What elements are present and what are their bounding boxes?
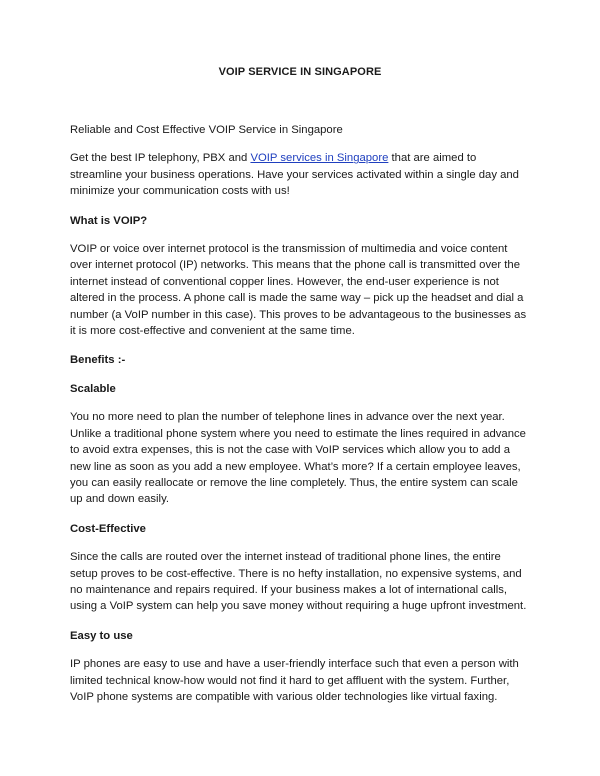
section-heading-scalable: Scalable <box>70 382 116 395</box>
what-is-voip-paragraph: VOIP or voice over internet protocol is the transmission of multimedia and voice content over internet protocol (IP) networks. This means that the phone call is transmitted over the internet instead of conventional copper lines. However, the end-user experience is not altered in the process. A phone call is made the same way – pick up the headset and dial a number (a VoIP number in this case). This proves to be advantageous to the businesses as it is more cost-effective and convenient at the same time. <box>70 243 527 338</box>
scalable-paragraph: You no more need to plan the number of telephone lines in advance over the next year. Unlike a traditional phone system where you need to estimate the lines required in advance to avoid extra expenses, this is not the case with VoIP services which allow you to add a new line as soon as you add a new employee. What’s more? If a certain employee leaves, you can easily reallocate or remove the line completely. Thus, the entire system can scale up and down easily. <box>70 411 526 506</box>
intro-paragraph <box>70 150 530 199</box>
intro-text-after: that are aimed to streamline your business operations. Have your services activated within a single day and minimize your communication costs with us! <box>70 152 519 198</box>
section-heading-what-is-voip: What is VOIP? <box>70 214 148 227</box>
benefits-heading: Benefits :- <box>70 354 126 367</box>
page-title: VOIP SERVICE IN SINGAPORE <box>218 66 382 78</box>
voip-services-link[interactable]: VOIP services in Singapore <box>250 152 389 165</box>
section-heading-easy-to-use: Easy to use <box>70 629 133 642</box>
cost-effective-paragraph: Since the calls are routed over the internet instead of traditional phone lines, the entire setup proves to be cost-effective. There is no hefty installation, no expensive systems, and no maintenance and repairs required. If your business makes a lot of international calls, using a VoIP system can help you save money without requiring a huge upfront investment. <box>70 551 527 613</box>
easy-to-use-paragraph: IP phones are easy to use and have a user-friendly interface such that even a person with limited technical know-how would not find it hard to get affluent with the system. Further, VoIP phone systems are compatible with various older technologies like virtual faxing. <box>70 658 519 703</box>
section-heading-cost-effective: Cost-Effective <box>70 522 146 535</box>
tagline: Reliable and Cost Effective VOIP Service in Singapore <box>70 124 343 136</box>
intro-text-before: Get the best IP telephony, PBX and <box>70 152 251 165</box>
